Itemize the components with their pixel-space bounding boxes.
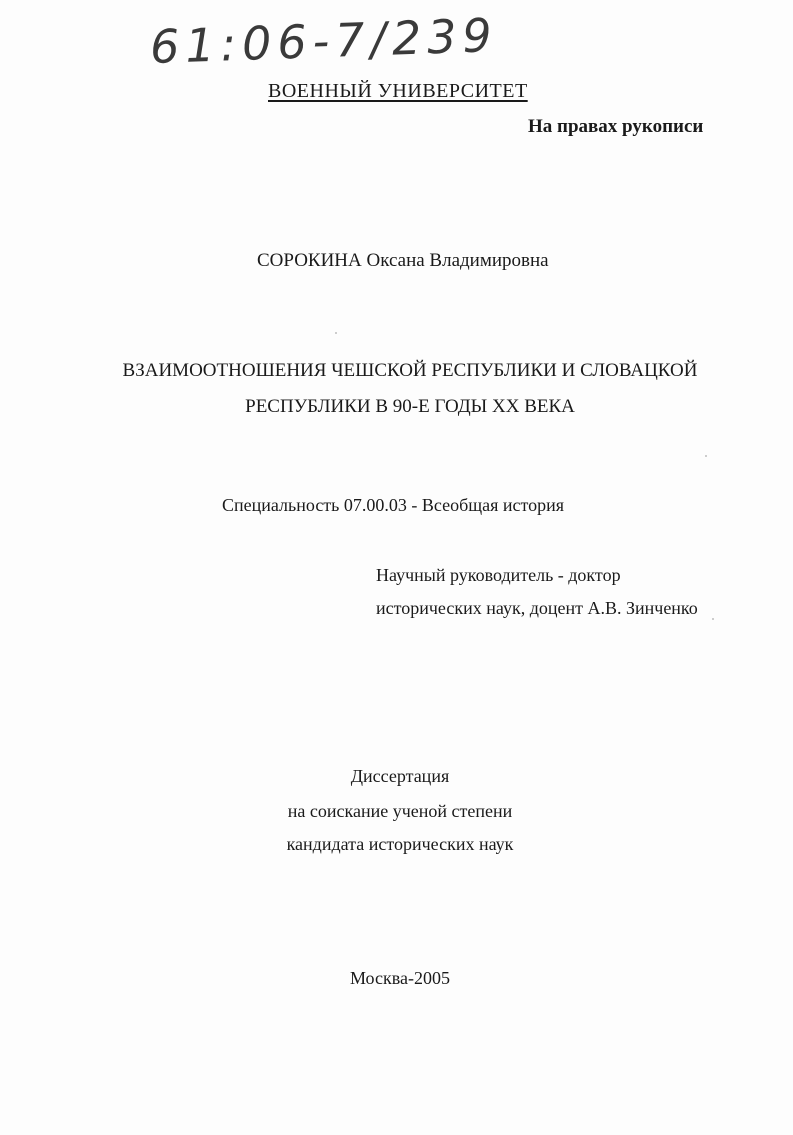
speciality: Специальность 07.00.03 - Всеобщая история	[222, 495, 565, 515]
archive-number-handwritten: 61:06-7/239	[149, 7, 499, 75]
dissertation-title-line-1: ВЗАИМООТНОШЕНИЯ ЧЕШСКОЙ РЕСПУБЛИКИ И СЛОВАЦКОЙ	[122, 360, 698, 381]
supervisor-line-2: исторических наук, доцент А.В. Зинченко	[376, 598, 698, 618]
degree-line-1: на соискание ученой степени	[287, 801, 513, 821]
degree-line-2: кандидата исторических наук	[286, 834, 514, 854]
scan-speck	[712, 618, 714, 620]
university-name: ВОЕННЫЙ УНИВЕРСИТЕТ	[268, 80, 528, 102]
author-name: СОРОКИНА Оксана Владимировна	[257, 250, 549, 271]
supervisor-line-1: Научный руководитель - доктор	[376, 565, 621, 585]
dissertation-label: Диссертация	[350, 766, 450, 786]
scan-speck	[705, 455, 707, 457]
city-year: Москва-2005	[350, 968, 450, 988]
dissertation-title-line-2: РЕСПУБЛИКИ В 90-Е ГОДЫ XX ВЕКА	[245, 396, 575, 417]
scan-speck	[335, 332, 337, 334]
rights-note: На правах рукописи	[528, 116, 704, 137]
